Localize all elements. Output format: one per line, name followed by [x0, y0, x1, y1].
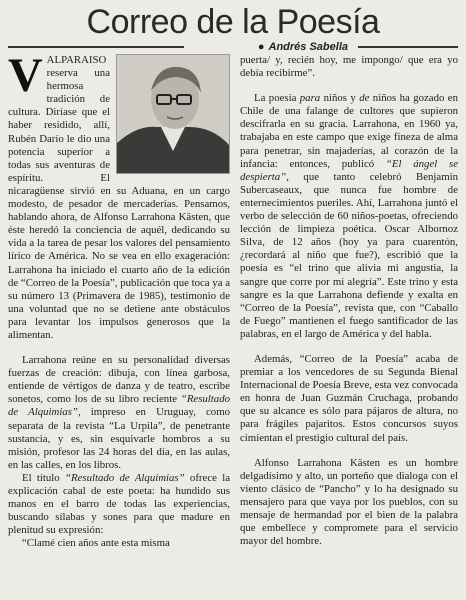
article-title: Correo de la Poesía — [86, 3, 380, 41]
byline — [258, 41, 348, 53]
paragraph-2: Larrahona reúne en su personalidad diversas fuerzas de creación: dibuja, con línea garbosa, entiende de vértigos de danza y de teatro, escribe sonetos, como los de su libro reciente “Resultado de Alquimias”, impreso en Uruguay, como separata de la revista “La Urpila”, de penetrante sustancia, y es, sin esquivarle hombros a su misión, profesor las 24 horas del día, en las aulas, en las calles, en los libros. — [8, 354, 230, 471]
portrait-image — [117, 55, 229, 173]
drop-cap: V — [8, 54, 43, 102]
author-photo — [116, 54, 230, 174]
right-column — [240, 54, 458, 596]
paragraph-7: Además, “Correo de la Poesía” acaba de premiar a los vencedores de su Segunda Bienal Internacional de Poesía Breve, esta vez convocada en honra de Juan Guzmán Cruchaga, probando que su alcance es sólo para pájaros de altura, no para frágiles pajaritos. Estos concursos suyos cimientan el prestigio cultural del país. — [240, 352, 458, 444]
byline-rule-left — [8, 46, 184, 48]
paragraph-3: El título “Resultado de Alquimias” ofrece la explicación cabal de este poeta: ha hundido sus manos en el barro de todas las experiencias, buscando sílabas y sones para que madure en plenitud su expresión: — [8, 471, 230, 537]
paragraph-6: La poesía para niños y de niños ha gozado en Chile de una falange de cultores que supieron descifrarla en su gracia. Larrahona, en 1960 ya, trabajaba en este campo que exige fineza de alma para penetrar, sin majaderías, al corazón de la infancia: entonces, publicó “El ángel se despierta”, que tanto celebró Benjamín Subercaseaux, que nunca fue hombre de enternecimientos pueriles. Ahí, Larrahona juntó el verbo de selección de 60 niños-poetas, ofreciendo lección de limpieza poética. Oscar Albornoz Silva, de 12 años (hoy ya para cuarentón, ¿recordará al niño que fue?), escribió que la poesía es “el trino que alivia mi angustia, la sangre que corre por mi alegría”. Este trino y esta sangre es la que Larrahona defiende y exalta en “Correo de la Poesía”, revista que, con “Caballo de Fuego” mantienen el fuego santificador de las palabras, en el largo de América y del habla. — [240, 92, 458, 340]
book-title: “El ángel se despierta” — [240, 157, 458, 183]
paragraph-8: Alfonso Larrahona Kästen es un hombre delgadísimo y alto, un porteño que dialoga con el viento clásico de “Pancho” y lo ha designado su mensajero para que vaya por los pueblos, con su mensaje de hermandad por el bien de la palabra que embellece y compromete para el servicio mayor del hombre. — [240, 456, 458, 548]
paragraph-4: “Clamé cien años ante esta misma — [22, 537, 170, 550]
book-title: “Resultado de Alquimias” — [8, 393, 230, 419]
paragraph-1: VALPARAISO reserva una hermosa tradición de cultura. Diríase que el haber residido, allí, Rubén Darío le dio una potencia superior a todas sus aventuras de espíritu. El nicaragüense sirvió en su Aduana, en un cargo modesto, de pesador de mercaderías. Pensamos, hablando ahora, de Alfonso Larrahona Kästen, que éste heredó la conciencia de aquél, dedicando su vida a la tarea de pesar los valores del pensamiento lírico de América. No se vea en ello exageración: Larrahona ha iniciado el cuarto año de la edición de “Correo de la Poesía”, publicación que toca ya a su número 13 (Primavera de 1985), testimonio de una voluntad que no se detiene ante obstáculos para levantar los impulsos generosos que la alimentan. — [8, 54, 230, 341]
bullet-icon: ● — [257, 41, 265, 53]
byline-rule-right — [358, 46, 458, 48]
book-title: “Resultado de Alquimias” — [65, 471, 185, 484]
left-column — [8, 54, 230, 596]
paragraph-5: puerta/ y, recién hoy, me impongo/ que era yo debía recibirme”. — [240, 54, 458, 80]
author-name: Andrés Sabella — [268, 41, 348, 53]
